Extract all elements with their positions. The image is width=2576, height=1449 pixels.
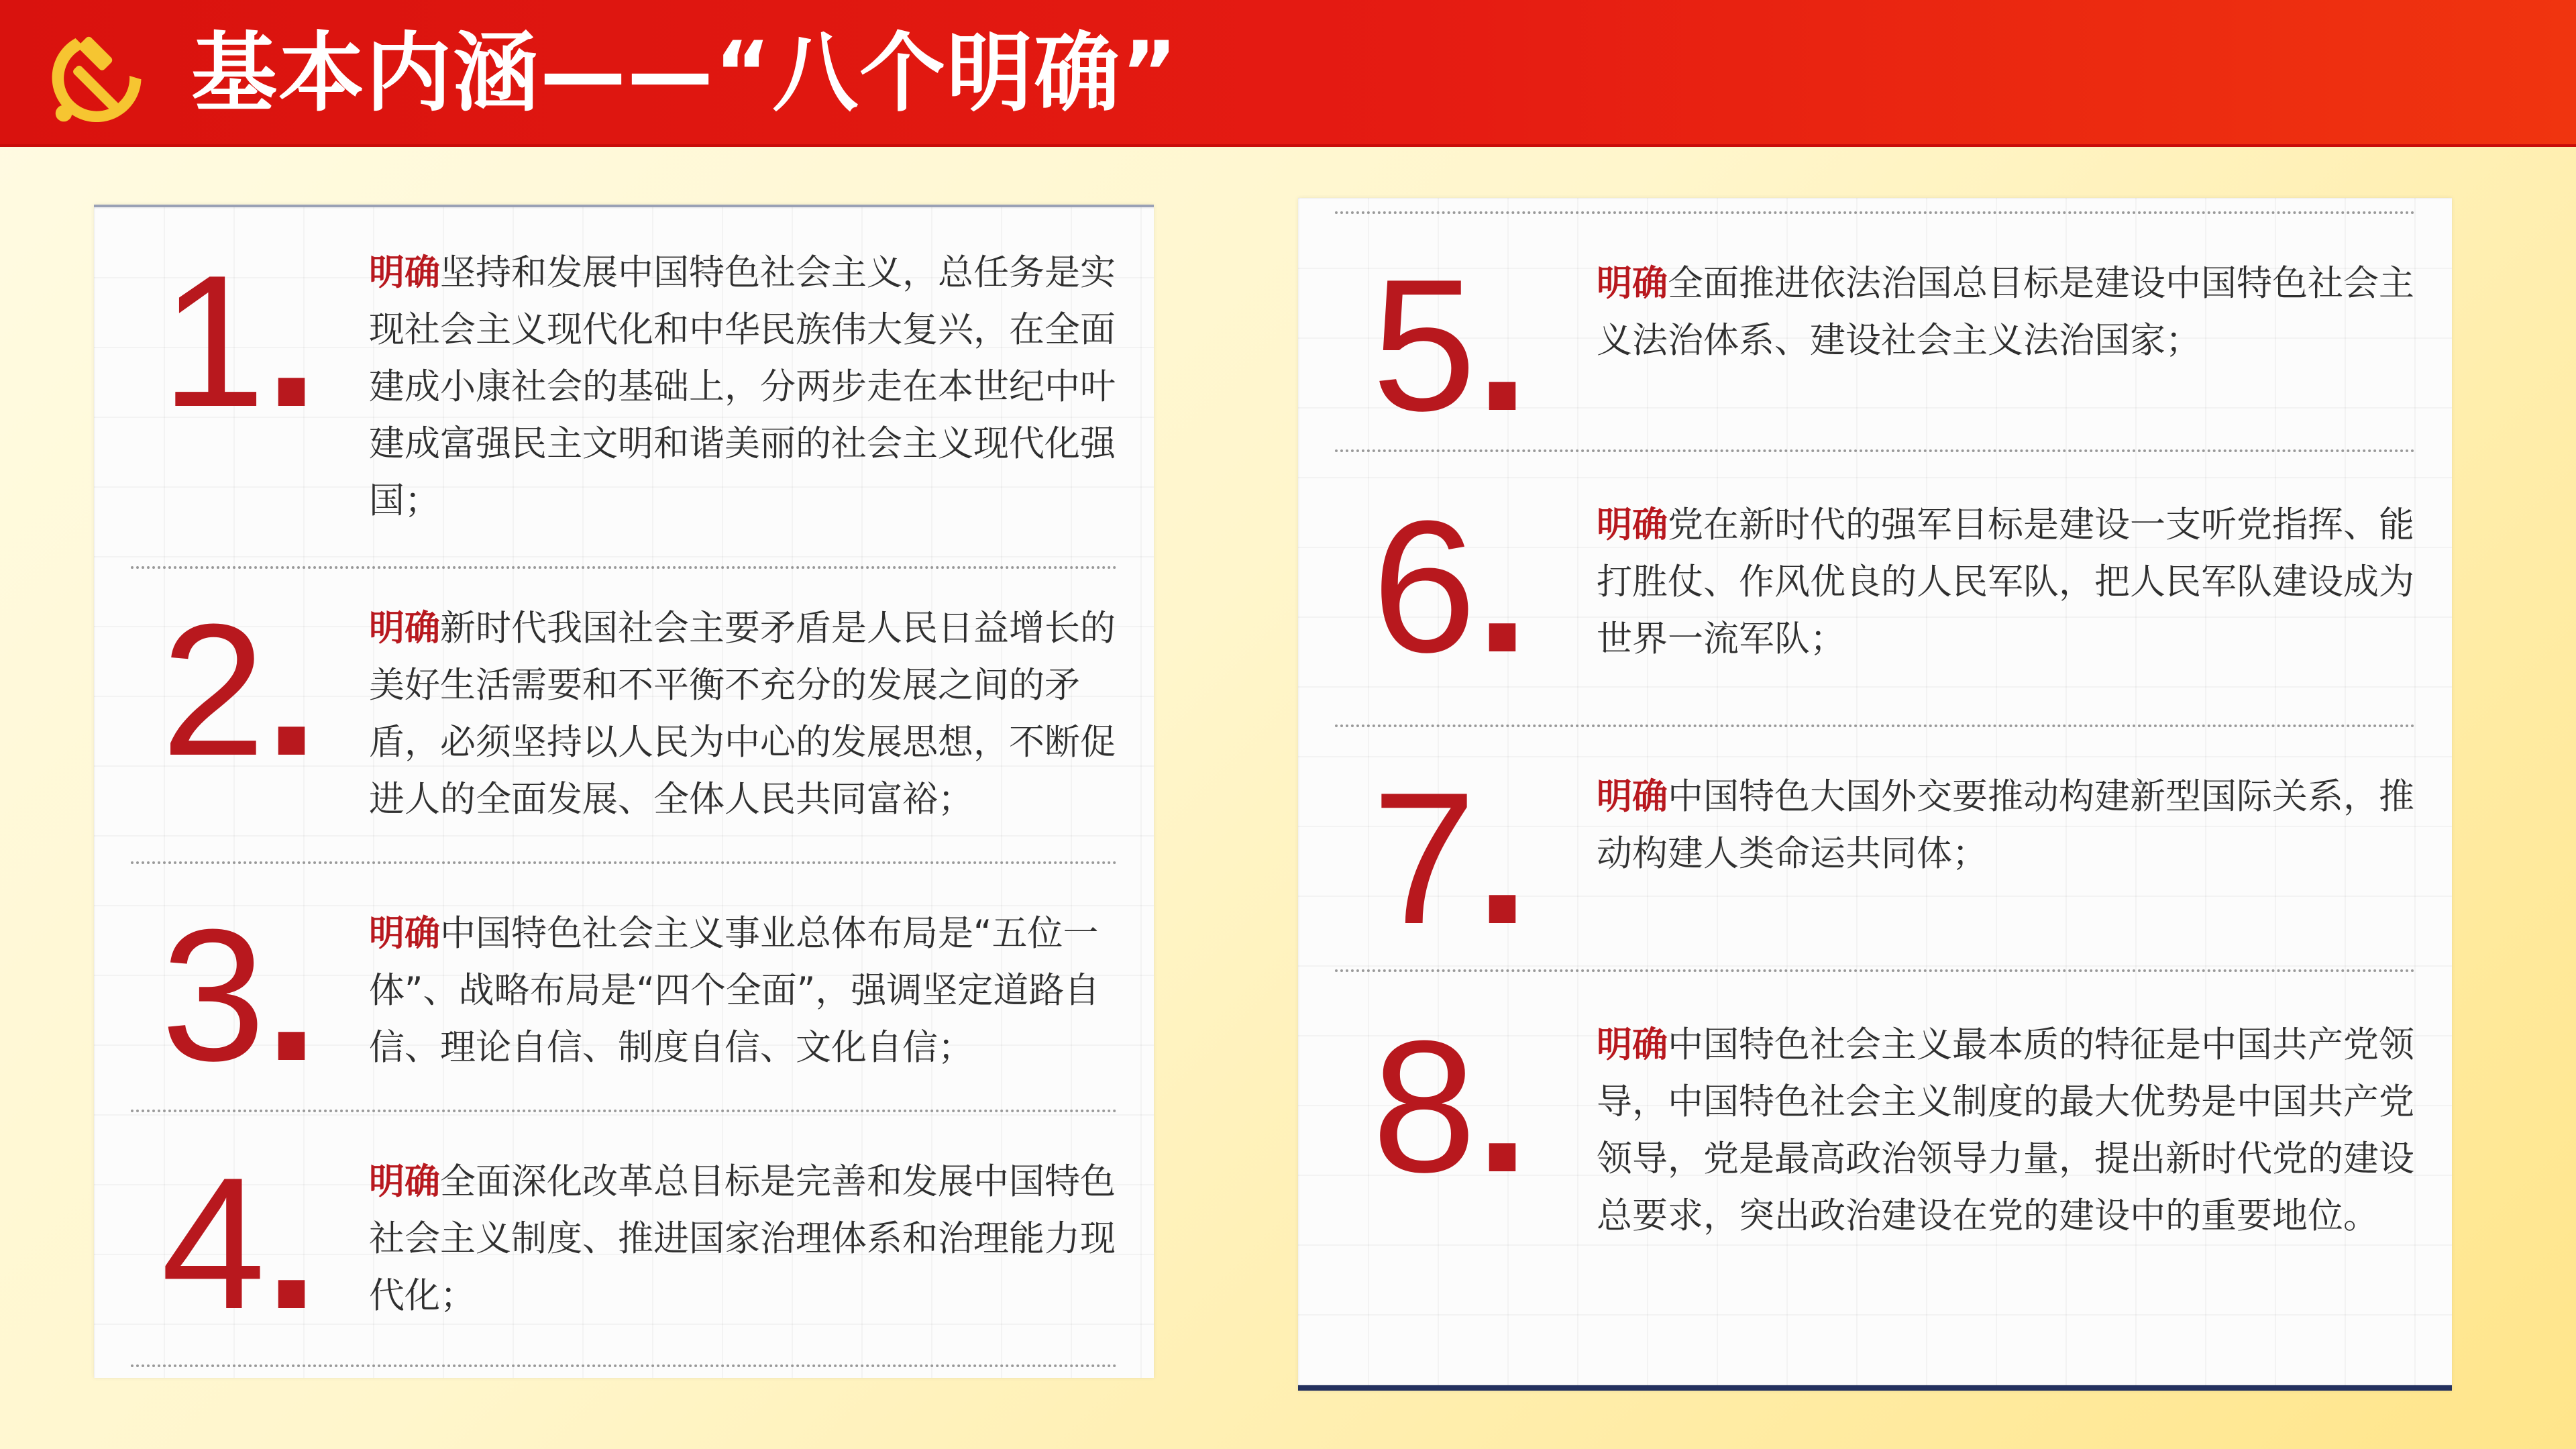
left-panel bbox=[94, 205, 1154, 1378]
page-title: 基本内涵——“八个明确” bbox=[191, 23, 1179, 123]
item-text: 明确中国特色大国外交要推动构建新型国际关系，推动构建人类命运共同体； bbox=[1597, 776, 2414, 874]
item-text: 明确坚持和发展中国特色社会主义，总任务是实现社会主义现代化和中华民族伟大复兴，在全面建成小康社会的基础上，分两步走在本世纪中叶建成富强民主文明和谐美丽的社会主义现代化强国； bbox=[369, 252, 1116, 521]
item-number: 3. bbox=[161, 891, 318, 1100]
divider bbox=[131, 1364, 1117, 1367]
item-number: 8. bbox=[1372, 1002, 1529, 1212]
divider bbox=[1335, 724, 2415, 727]
item-number: 1. bbox=[161, 237, 318, 446]
divider bbox=[1335, 211, 2415, 214]
divider bbox=[1335, 449, 2415, 452]
item-number: 5. bbox=[1372, 241, 1529, 450]
item-text: 明确中国特色社会主义事业总体布局是“五位一体”、战略布局是“四个全面”，强调坚定道路自信、理论自信、制度自信、文化自信； bbox=[369, 913, 1100, 1068]
item-number: 7. bbox=[1372, 754, 1529, 963]
divider bbox=[131, 1110, 1117, 1112]
hammer-and-sickle-icon bbox=[37, 15, 161, 132]
item-text: 明确中国特色社会主义最本质的特征是中国共产党领导，中国特色社会主义制度的最大优势是中国共产党领导，党是最高政治领导力量，提出新时代党的建设总要求，突出政治建设在党的建设中的重要地位。 bbox=[1597, 1024, 2414, 1236]
item-number: 4. bbox=[161, 1139, 318, 1348]
divider bbox=[131, 566, 1117, 569]
item-text: 明确新时代我国社会主要矛盾是人民日益增长的美好生活需要和不平衡不充分的发展之间的矛盾，必须坚持以人民为中心的发展思想，不断促进人的全面发展、全体人民共同富裕； bbox=[369, 608, 1116, 820]
item-text: 明确全面推进依法治国总目标是建设中国特色社会主义法治体系、建设社会主义法治国家； bbox=[1597, 263, 2414, 361]
divider bbox=[131, 861, 1117, 864]
item-number: 6. bbox=[1372, 482, 1529, 692]
header-bar bbox=[0, 0, 2576, 147]
item-text: 明确党在新时代的强军目标是建设一支听党指挥、能打胜仗、作风优良的人民军队，把人民军队建设成为世界一流军队； bbox=[1597, 504, 2414, 659]
divider bbox=[1335, 969, 2415, 972]
item-text: 明确全面深化改革总目标是完善和发展中国特色社会主义制度、推进国家治理体系和治理能力现代化； bbox=[369, 1161, 1116, 1316]
item-number: 2. bbox=[161, 586, 318, 795]
right-panel bbox=[1298, 198, 2452, 1391]
